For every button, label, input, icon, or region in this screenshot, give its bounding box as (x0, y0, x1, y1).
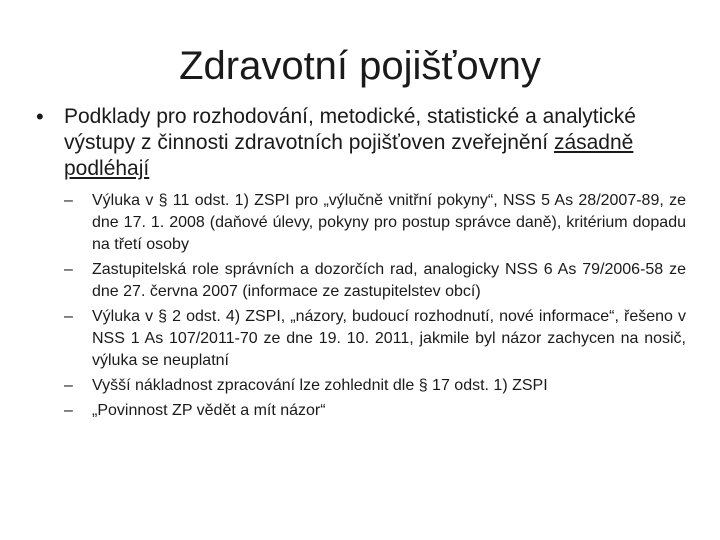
sub-bullet-item (64, 259, 686, 303)
sub-bullet-text: Výluka v § 11 odst. 1) ZSPI pro „výlučně vnitřní pokyny“, NSS 5 As 28/2007-89, ze dne 17. 1. 2008 (daňové úlevy, pokyny pro postup správce daně), kritérium dopadu na třetí osoby (92, 192, 686, 253)
dash-marker: – (64, 402, 73, 419)
sub-bullet-text: Zastupitelská role správních a dozorčích rad, analogicky NSS 6 As 79/2006-58 ze dne 27. června 2007 (informace ze zastupitelstev obcí) (92, 261, 686, 300)
dash-marker: – (64, 377, 73, 394)
sub-bullet-item (64, 306, 686, 372)
dash-marker: – (64, 308, 73, 325)
sub-bullet-text: Vyšší nákladnost zpracování lze zohlednit dle § 17 odst. 1) ZSPI (92, 377, 548, 394)
sub-bullet-item (64, 400, 686, 422)
dash-marker: – (64, 261, 73, 278)
main-bullet (36, 104, 676, 182)
sub-bullet-item (64, 375, 686, 397)
main-bullet-text (64, 104, 676, 182)
sub-bullet-text: Výluka v § 2 odst. 4) ZSPI, „názory, budoucí rozhodnutí, nové informace“, řešeno v NSS 1 As 107/2011-70 ze dne 19. 10. 2011, jakmile byl názor zachycen na nosič, výluka se neuplatní (92, 308, 686, 369)
dash-marker: – (64, 192, 73, 209)
slide-title: Zdravotní pojišťovny (179, 44, 541, 88)
sub-bullet-text: „Povinnost ZP vědět a mít názor“ (92, 402, 326, 419)
sub-bullet-list (64, 190, 686, 425)
bullet-marker: • (36, 104, 44, 129)
sub-bullet-item (64, 190, 686, 256)
main-bullet-text-plain: Podklady pro rozhodování, metodické, statistické a analytické výstupy z činnosti zdravotních pojišťoven zveřejnění (64, 105, 636, 154)
main-bullet-text-underlined: zásadně podléhají (64, 131, 634, 180)
